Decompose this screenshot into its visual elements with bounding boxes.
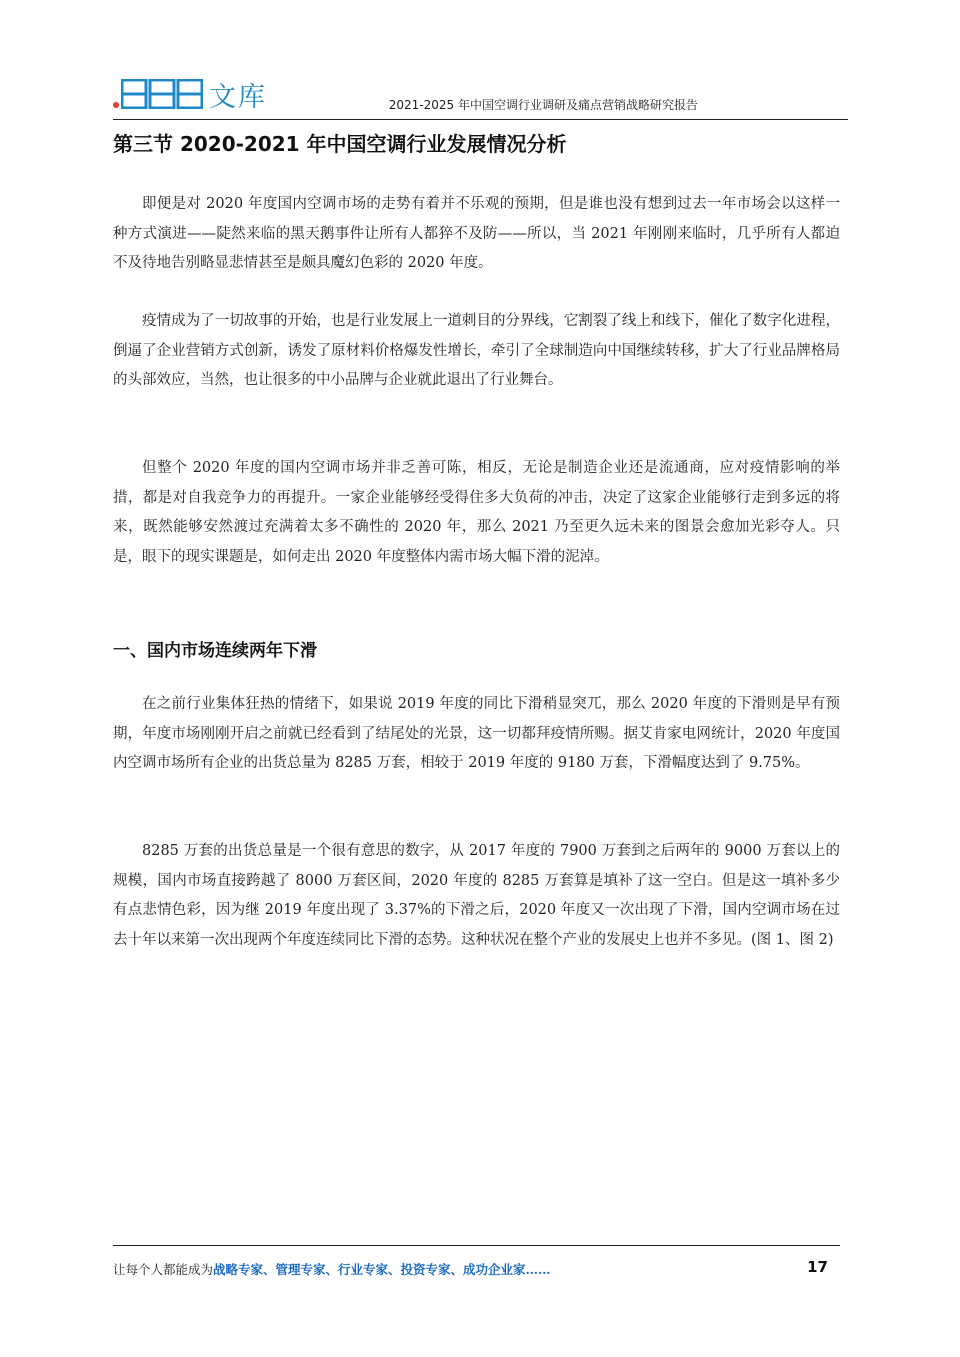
page-number: 17 xyxy=(807,1258,828,1276)
paragraph-5: 8285 万套的出货总量是一个很有意思的数字，从 2017 年度的 7900 万套到之后两年的 9000 万套以上的规模，国内市场直接跨越了 8000 万套区间，2020 年度的 8285 万套算是填补了这一空白。但是这一填补多少有点悲情色彩，因为继 2019 年度出现了 3.37%的下滑之后，2020 年度又一次出现了下滑，国内空调市场在过去十年以来第一次出现两个年度连续同比下滑的态势。这种状况在整个产业的发展史上也并不多见。(图 1、图 2) xyxy=(113,843,840,948)
page-footer xyxy=(113,1258,840,1282)
footer-slogan xyxy=(113,1260,551,1278)
paragraph-1: 即便是对 2020 年度国内空调市场的走势有着并不乐观的预期，但是谁也没有想到过去一年市场会以这样一种方式演进——陡然来临的黑天鹅事件让所有人都猝不及防——所以，当 2021 年刚刚来临时，几乎所有人都迫不及待地告别略显悲情甚至是颇具魔幻色彩的 2020 年度。 xyxy=(113,196,840,271)
report-title: 2021-2025 年中国空调行业调研及痛点营销战略研究报告 xyxy=(388,98,698,112)
paragraph-2: 疫情成为了一切故事的开始，也是行业发展上一道刺目的分界线，它割裂了线上和线下，催化了数字化进程，倒逼了企业营销方式创新，诱发了原材料价格爆发性增长，牵引了全球制造向中国继续转移，扩大了行业品牌格局的头部效应，当然，也让很多的中小品牌与企业就此退出了行业舞台。 xyxy=(113,313,840,388)
logo-mark-icon xyxy=(121,79,203,109)
header-divider xyxy=(113,119,848,120)
subsection-title: 一、国内市场连续两年下滑 xyxy=(113,641,317,661)
footer-divider xyxy=(113,1245,840,1246)
logo xyxy=(113,74,267,114)
paragraph-4: 在之前行业集体狂热的情绪下，如果说 2019 年度的同比下滑稍显突兀，那么 2020 年度的下滑则是早有预期，年度市场刚刚开启之前就已经看到了结尾处的光景，这一切都拜疫情所赐。据艾肯家电网统计，2020 年度国内空调市场所有企业的出货总量为 8285 万套，相较于 2019 年度的 9180 万套，下滑幅度达到了 9.75%。 xyxy=(113,696,840,771)
logo-dot xyxy=(113,102,119,108)
paragraph-3: 但整个 2020 年度的国内空调市场并非乏善可陈，相反，无论是制造企业还是流通商，应对疫情影响的举措，都是对自我竞争力的再提升。一家企业能够经受得住多大负荷的冲击，决定了这家企业能够行走到多远的将来，既然能够安然渡过充满着太多不确性的 2020 年，那么 2021 乃至更久远未来的图景会愈加光彩夺人。只是，眼下的现实课题是，如何走出 2020 年度整体内需市场大幅下滑的泥淖。 xyxy=(113,460,840,565)
footer-slogan-highlight: 战略专家、管理专家、行业专家、投资专家、成功企业家…… xyxy=(213,1262,551,1277)
page-header xyxy=(113,66,848,120)
logo-text: 文库 xyxy=(209,81,267,113)
section-title: 第三节 2020-2021 年中国空调行业发展情况分析 xyxy=(113,132,567,156)
footer-slogan-prefix: 让每个人都能成为 xyxy=(113,1262,214,1277)
